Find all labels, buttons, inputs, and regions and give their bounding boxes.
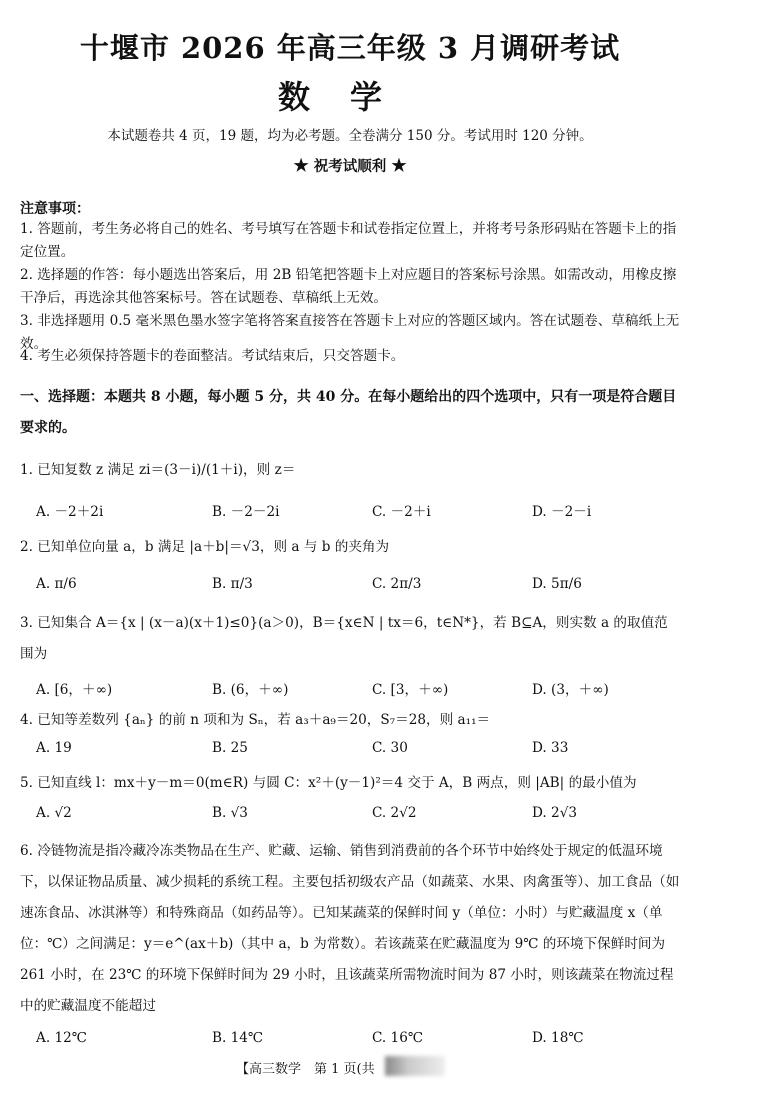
exam-intro: 本试题卷共 4 页，19 题，均为必考题。全卷满分 150 分。考试用时 120 分钟。 (107, 128, 593, 144)
question-stem: 2. 已知单位向量 a，b 满足 |a＋b|＝√3，则 a 与 b 的夹角为 (20, 539, 390, 555)
option-b: B. (6，＋∞) (212, 682, 289, 698)
option-d: D. 2√3 (532, 805, 578, 821)
option-a: A. 12℃ (36, 1030, 87, 1046)
option-b: B. √3 (212, 805, 248, 821)
option-a: A. √2 (36, 805, 72, 821)
option-c: C. 2√2 (372, 805, 417, 821)
option-a: A. －2＋2i (36, 504, 104, 520)
note-item: 4. 考生必须保持答题卡的卷面整洁。考试结束后，只交答题卡。 (20, 348, 405, 364)
option-d: D. 5π/6 (532, 576, 582, 592)
option-c: C. 2π/3 (372, 576, 422, 592)
question-stem: 6. 冷链物流是指冷藏冷冻类物品在生产、贮藏、运输、销售到消费前的各个环节中始终处于规定的低温环境下，以保证物品质量、减少损耗的系统工程。主要包括初级农产品（如蔬菜、水果、肉禽蛋等）、加工食品（如速冻食品、冰淇淋等）和特殊商品（如药品等）。已知某蔬菜的保鲜时间 y（单位：小时）与贮藏温度 x（单位：℃）之间满足：y＝e^(ax＋b)（其中 a，b 为常数）。若该蔬菜在贮藏温度为 9℃ 的环境下保鲜时间为 261 小时，在 23℃ 的环境下保鲜时间为 29 小时，且该蔬菜所需物流时间为 87 小时，则该蔬菜在物流过程中的贮藏温度不能超过 (20, 843, 680, 1014)
good-luck-banner (0, 155, 700, 176)
option-c: C. 30 (372, 740, 408, 756)
star-icon: ★ (391, 156, 407, 176)
note-item: 1. 答题前，考生务必将自己的姓名、考号填写在答题卡和试卷指定位置上，并将考号条形码贴在答题卡上的指定位置。 (20, 221, 677, 260)
option-d: D. (3，＋∞) (532, 682, 609, 698)
option-a: A. [6，＋∞) (36, 682, 113, 698)
option-b: B. －2－2i (212, 504, 280, 520)
option-c: C. 16℃ (372, 1030, 424, 1046)
notes-title: 注意事项： (20, 201, 90, 217)
note-item: 3. 非选择题用 0.5 毫米黑色墨水签字笔将答案直接答在答题卡上对应的答题区域内。答在试题卷、草稿纸上无效。 (20, 313, 680, 352)
question-stem: 4. 已知等差数列 {aₙ} 的前 n 项和为 Sₙ，若 a₃＋a₉＝20，S₇＝28，则 a₁₁＝ (20, 712, 491, 728)
question-stem: 5. 已知直线 l：mx＋y－m＝0(m∈R) 与圆 C：x²＋(y－1)²＝4 交于 A，B 两点，则 |AB| 的最小值为 (20, 775, 637, 791)
option-b: B. 14℃ (212, 1030, 264, 1046)
option-d: D. －2－i (532, 504, 592, 520)
option-b: B. π/3 (212, 576, 253, 592)
option-d: D. 18℃ (532, 1030, 584, 1046)
option-b: B. 25 (212, 740, 248, 756)
question-stem: 1. 已知复数 z 满足 zi＝(3－i)/(1＋i)，则 z＝ (20, 462, 296, 478)
good-luck-text: 祝考试顺利 (313, 158, 387, 175)
option-a: A. π/6 (36, 576, 77, 592)
blurred-watermark (385, 1056, 445, 1076)
question-stem: 3. 已知集合 A＝{x | (x－a)(x＋1)≤0}(a＞0)，B＝{x∈N | tx＝6，t∈N*}，若 B⊆A，则实数 a 的取值范围为 (20, 615, 668, 662)
exam-title: 十堰市 2026 年高三年级 3 月调研考试 (79, 31, 621, 65)
page-footer: 【高三数学 第 1 页(共 (236, 1062, 375, 1077)
section-heading: 一、选择题：本题共 8 小题，每小题 5 分，共 40 分。在每小题给出的四个选项中，只有一项是符合题目要求的。 (20, 389, 677, 436)
note-item: 2. 选择题的作答：每小题选出答案后，用 2B 铅笔把答题卡上对应题目的答案标号涂黑。如需改动，用橡皮擦干净后，再选涂其他答案标号。答在试题卷、草稿纸上无效。 (20, 267, 677, 306)
option-c: C. [3，＋∞) (372, 682, 449, 698)
subject-title: 数学 (277, 78, 422, 116)
option-d: D. 33 (532, 740, 569, 756)
option-c: C. －2＋i (372, 504, 431, 520)
option-a: A. 19 (36, 740, 72, 756)
star-icon: ★ (293, 156, 309, 176)
